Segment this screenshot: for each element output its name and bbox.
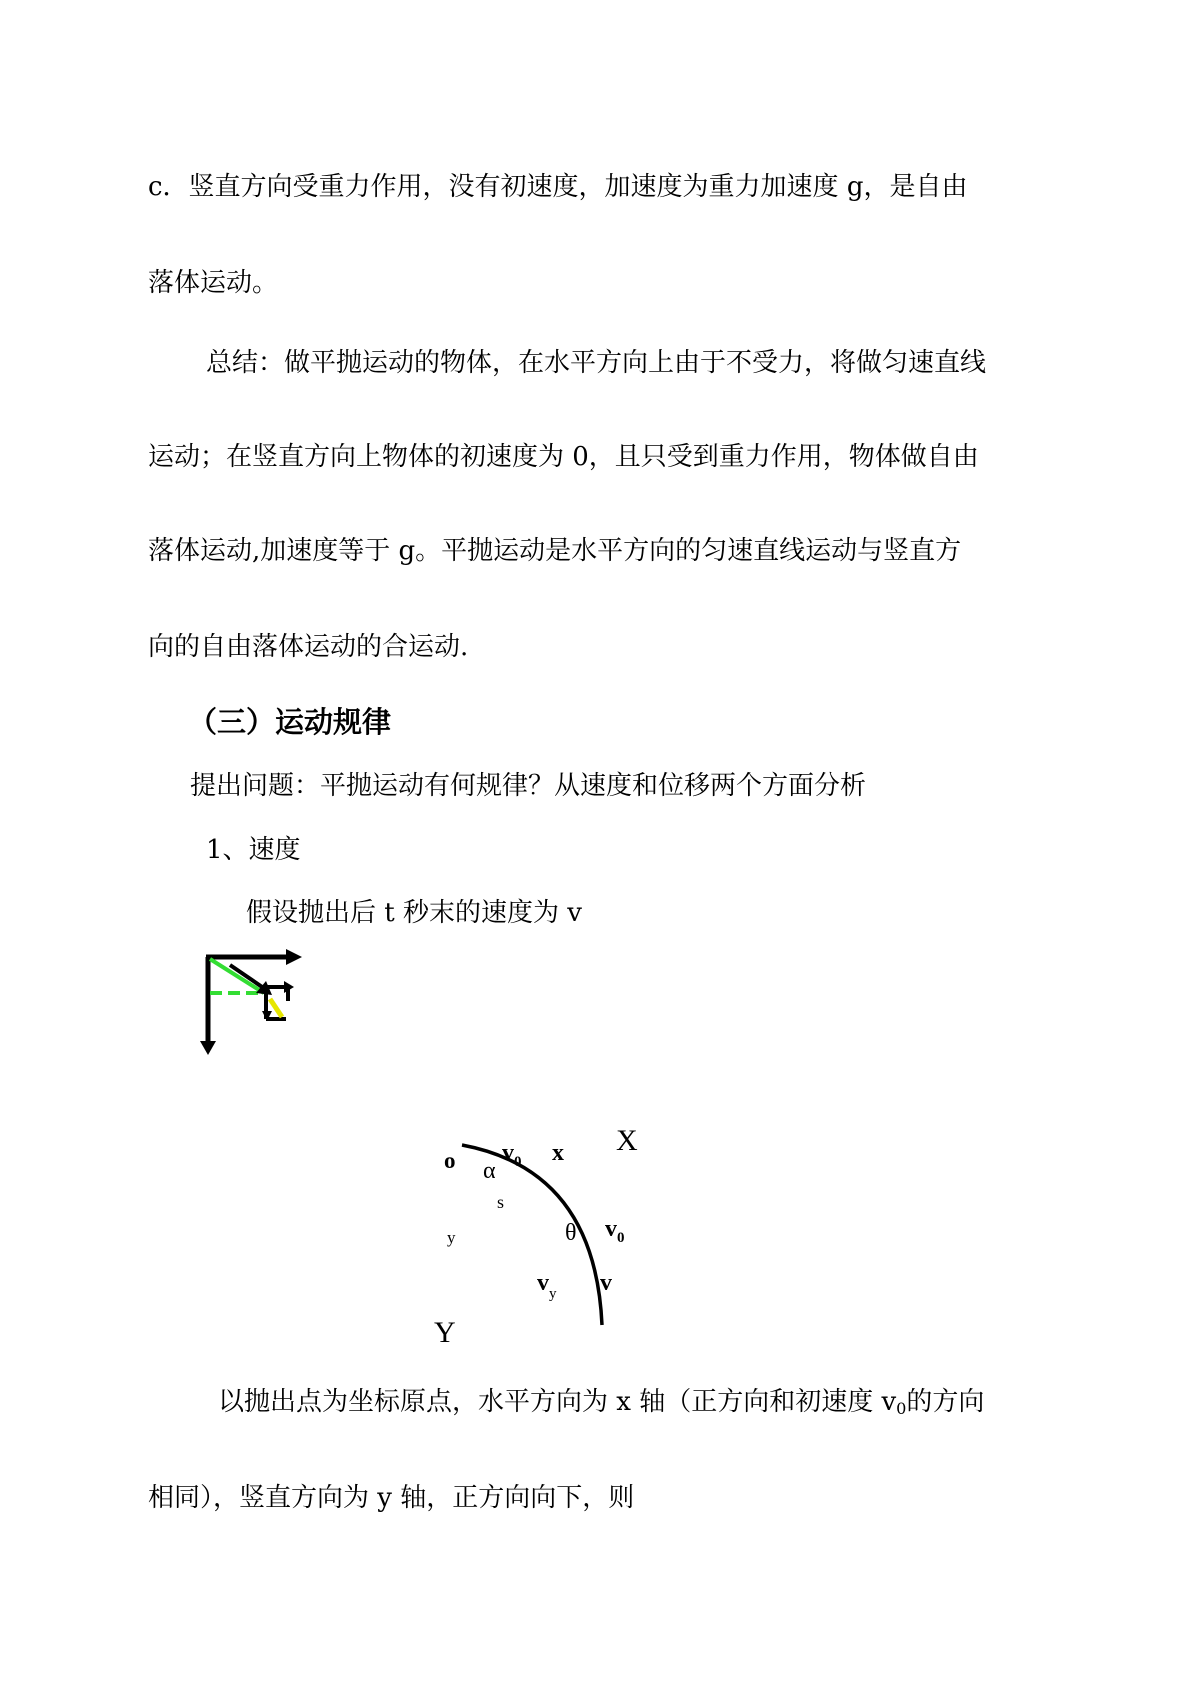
v0-top-label: $v_0$ — [502, 1140, 522, 1170]
item-velocity: 1、速度 — [206, 835, 301, 865]
vy-label: $v_y$ — [537, 1270, 557, 1302]
closing-line1-start: 以抛出点为坐标原点，水平方向为 x 轴（正方向和初速度 v — [218, 1387, 897, 1417]
v-label: v — [600, 1270, 612, 1296]
sketch-green-velocity-arrow — [210, 959, 264, 993]
summary-line4: 向的自由落体运动的合运动. — [148, 632, 469, 662]
summary-line3: 落体运动,加速度等于 g。平抛运动是水平方向的匀速直线运动与竖直方 — [148, 536, 962, 566]
y-axis-label: Y — [434, 1316, 456, 1349]
closing-line1 — [218, 1385, 984, 1426]
s-displacement-label: s — [497, 1192, 505, 1212]
assumption-text: 假设抛出后 t 秒末的速度为 v — [246, 898, 582, 928]
closing-line2: 相同），竖直方向为 y 轴，正方向向下，则 — [148, 1483, 635, 1513]
section-heading: （三）运动规律 — [188, 705, 392, 739]
paragraph-c-line1: c．竖直方向受重力作用，没有初速度，加速度为重力加速度 g，是自由 — [148, 172, 968, 202]
sketch-horizontal-arrowhead — [286, 949, 302, 965]
sketch-vertical-arrowhead — [200, 1041, 216, 1055]
x-displacement-label: x — [552, 1140, 564, 1166]
y-displacement-label: y — [447, 1228, 456, 1247]
question-text: 提出问题：平抛运动有何规律？从速度和位移两个方面分析 — [190, 771, 867, 801]
sketch-yellow-segment — [270, 999, 282, 1017]
theta-label: θ — [565, 1220, 577, 1246]
origin-label: o — [444, 1148, 456, 1173]
velocity-sketch-figure — [190, 945, 310, 1060]
x-axis-label: X — [616, 1124, 638, 1157]
v0-right-label: $v_0$ — [605, 1216, 625, 1246]
paragraph-c-line2: 落体运动。 — [148, 268, 279, 298]
trajectory-diagram — [420, 1110, 680, 1360]
closing-line1-end: 的方向 — [906, 1387, 985, 1417]
closing-line1-subscript: 0 — [896, 1399, 907, 1419]
alpha-label: α — [483, 1158, 496, 1184]
summary-line1: 总结：做平抛运动的物体，在水平方向上由于不受力，将做匀速直线 — [206, 348, 987, 378]
summary-line2: 运动；在竖直方向上物体的初速度为 0，且只受到重力作用，物体做自由 — [148, 442, 979, 472]
